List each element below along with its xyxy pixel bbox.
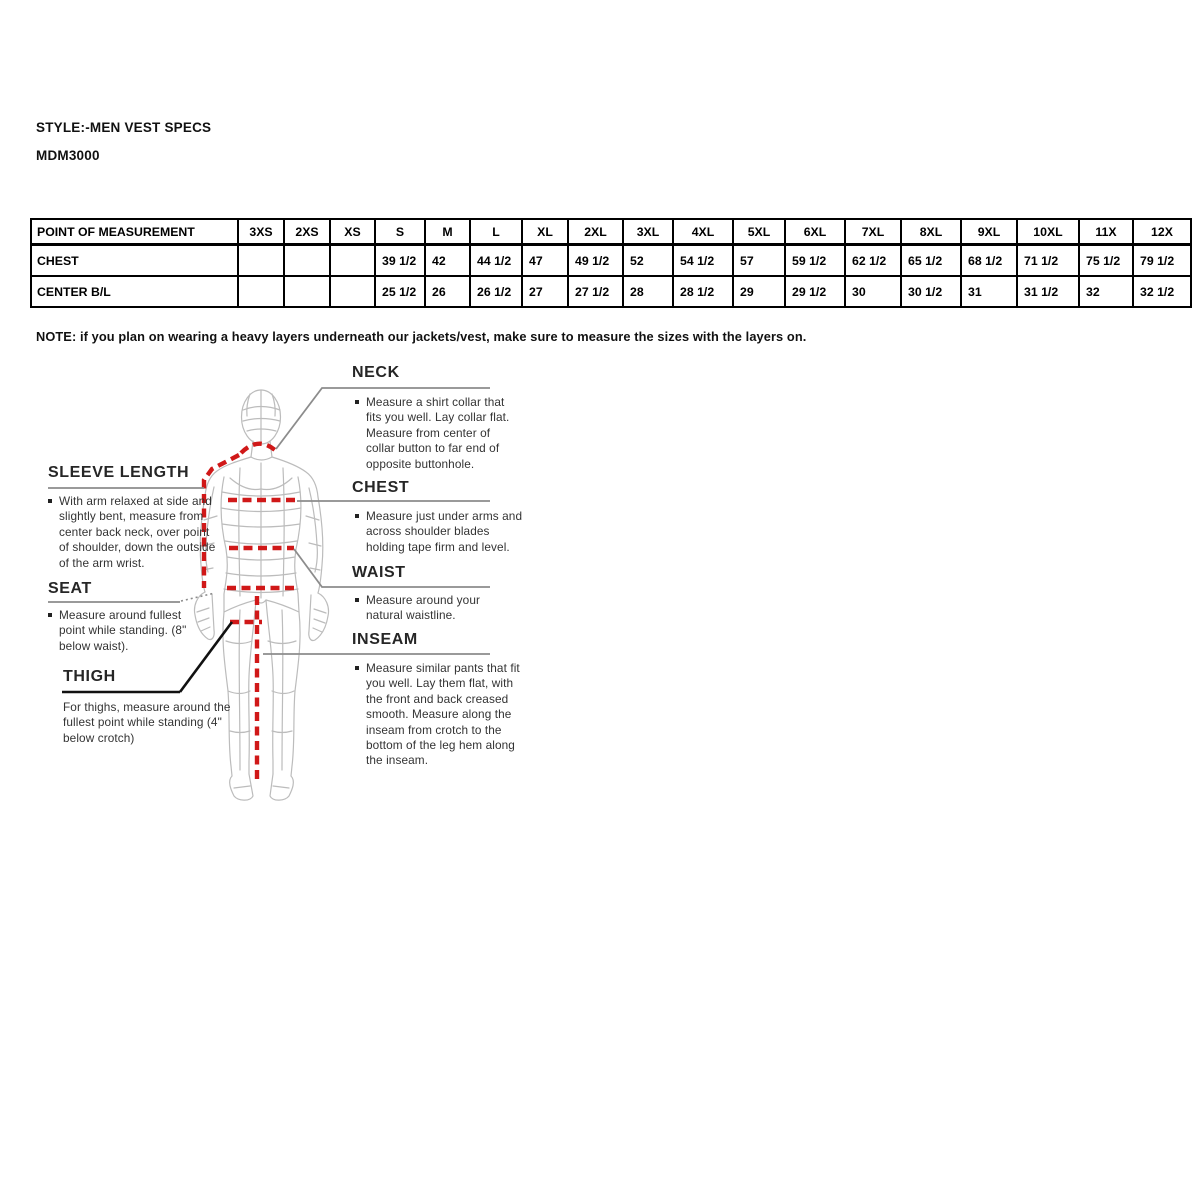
style-title: STYLE:-MEN VEST SPECS bbox=[36, 120, 212, 135]
neck-measure-line bbox=[241, 444, 275, 453]
desc-text: Measure just under arms and across shoulder blades holding tape firm and level. bbox=[366, 509, 523, 554]
label-seat: SEAT bbox=[48, 580, 92, 597]
cell bbox=[330, 245, 375, 277]
cell: 68 1/2 bbox=[961, 245, 1017, 277]
row-label: CHEST bbox=[31, 245, 238, 277]
column-header-size: 7XL bbox=[845, 219, 901, 245]
cell: 75 1/2 bbox=[1079, 245, 1133, 277]
cell: 30 bbox=[845, 276, 901, 307]
cell bbox=[238, 276, 284, 307]
cell: 32 1/2 bbox=[1133, 276, 1191, 307]
cell: 59 1/2 bbox=[785, 245, 845, 277]
note-text: NOTE: if you plan on wearing a heavy layers underneath our jackets/vest, make sure to measure the sizes with the layers on. bbox=[36, 329, 807, 344]
bullet-icon bbox=[48, 499, 52, 503]
column-header-size: M bbox=[425, 219, 470, 245]
column-header-size: L bbox=[470, 219, 522, 245]
desc-inseam bbox=[355, 661, 527, 769]
cell: 71 1/2 bbox=[1017, 245, 1079, 277]
style-code: MDM3000 bbox=[36, 148, 100, 163]
column-header-size: 12X bbox=[1133, 219, 1191, 245]
column-header-size: XS bbox=[330, 219, 375, 245]
column-header-size: 8XL bbox=[901, 219, 961, 245]
desc-text: Measure a shirt collar that fits you well. Lay collar flat. Measure from center of collar button to far end of opposite buttonhole. bbox=[366, 395, 510, 471]
cell: 44 1/2 bbox=[470, 245, 522, 277]
row-label: CENTER B/L bbox=[31, 276, 238, 307]
column-header-size: 4XL bbox=[673, 219, 733, 245]
desc-sleeve-length bbox=[48, 494, 216, 571]
column-header-pom: POINT OF MEASUREMENT bbox=[31, 219, 238, 245]
column-header-size: 2XS bbox=[284, 219, 330, 245]
cell: 57 bbox=[733, 245, 785, 277]
desc-waist bbox=[355, 593, 507, 624]
column-header-size: 5XL bbox=[733, 219, 785, 245]
bullet-icon bbox=[355, 598, 359, 602]
cell: 25 1/2 bbox=[375, 276, 425, 307]
cell: 29 1/2 bbox=[785, 276, 845, 307]
cell bbox=[284, 276, 330, 307]
column-header-size: XL bbox=[522, 219, 568, 245]
cell: 65 1/2 bbox=[901, 245, 961, 277]
desc-text: For thighs, measure around the fullest point while standing (4" below crotch) bbox=[63, 700, 231, 745]
cell: 28 1/2 bbox=[673, 276, 733, 307]
cell: 27 bbox=[522, 276, 568, 307]
cell: 32 bbox=[1079, 276, 1133, 307]
desc-neck bbox=[355, 395, 521, 472]
bullet-icon bbox=[355, 514, 359, 518]
desc-thigh bbox=[63, 700, 235, 746]
column-header-size: 6XL bbox=[785, 219, 845, 245]
column-header-size: 10XL bbox=[1017, 219, 1079, 245]
cell: 31 bbox=[961, 276, 1017, 307]
table-header-row bbox=[31, 219, 1191, 245]
cell: 52 bbox=[623, 245, 673, 277]
desc-text: Measure around your natural waistline. bbox=[366, 593, 481, 623]
label-inseam: INSEAM bbox=[352, 631, 418, 648]
cell: 27 1/2 bbox=[568, 276, 623, 307]
label-waist: WAIST bbox=[352, 564, 406, 581]
cell: 49 1/2 bbox=[568, 245, 623, 277]
table-row-chest bbox=[31, 245, 1191, 277]
cell: 30 1/2 bbox=[901, 276, 961, 307]
label-neck: NECK bbox=[352, 364, 400, 381]
cell bbox=[284, 245, 330, 277]
bullet-icon bbox=[355, 400, 359, 404]
cell: 26 bbox=[425, 276, 470, 307]
table-row-center-bl bbox=[31, 276, 1191, 307]
seat-leader-dotted bbox=[181, 593, 215, 601]
cell: 26 1/2 bbox=[470, 276, 522, 307]
column-header-size: 11X bbox=[1079, 219, 1133, 245]
cell: 42 bbox=[425, 245, 470, 277]
cell: 28 bbox=[623, 276, 673, 307]
cell bbox=[238, 245, 284, 277]
desc-seat bbox=[48, 608, 198, 654]
column-header-size: 3XL bbox=[623, 219, 673, 245]
cell: 39 1/2 bbox=[375, 245, 425, 277]
column-header-size: 9XL bbox=[961, 219, 1017, 245]
cell: 62 1/2 bbox=[845, 245, 901, 277]
size-chart-table bbox=[30, 218, 1192, 308]
column-header-size: S bbox=[375, 219, 425, 245]
cell: 47 bbox=[522, 245, 568, 277]
cell: 29 bbox=[733, 276, 785, 307]
cell: 54 1/2 bbox=[673, 245, 733, 277]
desc-chest bbox=[355, 509, 529, 555]
cell: 31 1/2 bbox=[1017, 276, 1079, 307]
desc-text: Measure similar pants that fit you well. Lay them flat, with the front and back creased smooth. Measure along the inseam from crotch to the bottom of the leg hem along the inseam. bbox=[366, 661, 520, 768]
label-chest: CHEST bbox=[352, 479, 410, 496]
column-header-size: 2XL bbox=[568, 219, 623, 245]
label-thigh: THIGH bbox=[63, 668, 116, 685]
desc-text: With arm relaxed at side and slightly bent, measure from center back neck, over point of shoulder, down the outside of the arm wrist. bbox=[59, 494, 216, 570]
cell bbox=[330, 276, 375, 307]
label-sleeve-length: SLEEVE LENGTH bbox=[48, 464, 190, 481]
bullet-icon bbox=[48, 613, 52, 617]
cell: 79 1/2 bbox=[1133, 245, 1191, 277]
desc-text: Measure around fullest point while standing. (8" below waist). bbox=[59, 608, 187, 653]
column-header-size: 3XS bbox=[238, 219, 284, 245]
bullet-icon bbox=[355, 666, 359, 670]
